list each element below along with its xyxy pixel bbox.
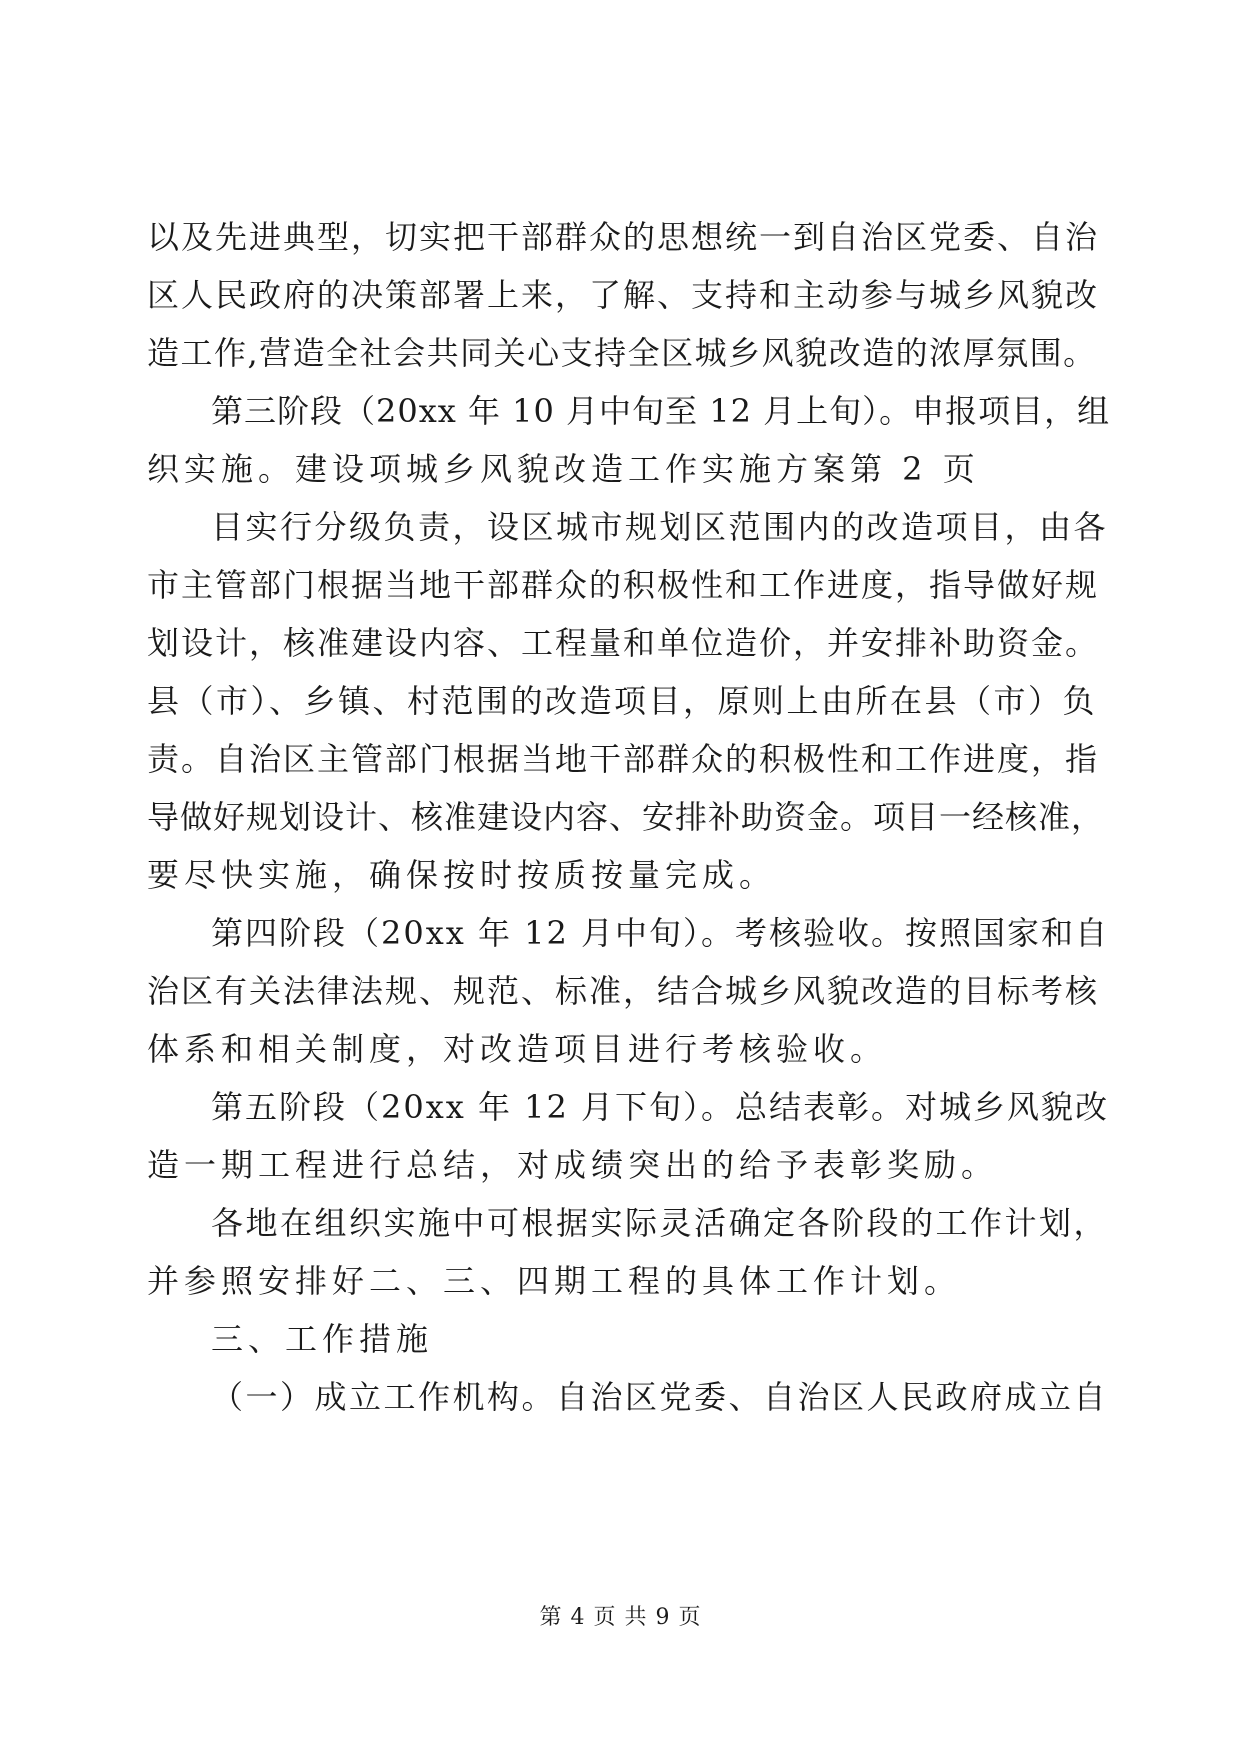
text-line-3: 造工作,营造全社会共同关心支持全区城乡风貌改造的浓厚氛围。 — [147, 334, 1097, 372]
text-line-19: 并参照安排好二、三、四期工程的具体工作计划。 — [147, 1262, 962, 1300]
text-line-13: 第四阶段（20xx 年 12 月中旬）。考核验收。按照国家和自 — [211, 914, 1110, 952]
text-line-12: 要尽快实施，确保按时按质按量完成。 — [147, 856, 777, 894]
text-line-15: 体系和相关制度，对改造项目进行考核验收。 — [147, 1030, 888, 1068]
text-line-10: 责。自治区主管部门根据当地干部群众的积极性和工作进度，指 — [147, 740, 1100, 778]
text-line-1: 以及先进典型，切实把干部群众的思想统一到自治区党委、自治 — [147, 218, 1100, 256]
text-line-8: 划设计，核准建设内容、工程量和单位造价，并安排补助资金。 — [147, 624, 1100, 662]
text-line-14: 治区有关法律法规、规范、标准，结合城乡风貌改造的目标考核 — [147, 972, 1100, 1010]
text-line-16: 第五阶段（20xx 年 12 月下旬）。总结表彰。对城乡风貌改 — [211, 1088, 1110, 1126]
text-line-21: （一）成立工作机构。自治区党委、自治区人民政府成立自 — [211, 1378, 1109, 1416]
text-line-11: 导做好规划设计、核准建设内容、安排补助资金。项目一经核准， — [147, 798, 1105, 836]
text-line-18: 各地在组织实施中可根据实际灵活确定各阶段的工作计划， — [211, 1204, 1109, 1242]
text-line-7: 市主管部门根据当地干部群众的积极性和工作进度，指导做好规 — [147, 566, 1100, 604]
text-line-6: 目实行分级负责，设区城市规划区范围内的改造项目，由各 — [211, 508, 1109, 546]
text-line-17: 造一期工程进行总结，对成绩突出的给予表彰奖励。 — [147, 1146, 999, 1184]
page-footer: 第 4 页 共 9 页 — [539, 1605, 702, 1630]
text-line-4: 第三阶段（20xx 年 10 月中旬至 12 月上旬）。申报项目，组 — [211, 392, 1111, 430]
text-line-5: 织实施。建设项城乡风貌改造工作实施方案第 2 页 — [147, 450, 980, 488]
text-line-9: 县（市）、乡镇、村范围的改造项目，原则上由所在县（市）负 — [147, 682, 1098, 720]
text-line-2: 区人民政府的决策部署上来，了解、支持和主动参与城乡风貌改 — [147, 276, 1100, 314]
section-heading: 三、工作措施 — [211, 1320, 434, 1358]
